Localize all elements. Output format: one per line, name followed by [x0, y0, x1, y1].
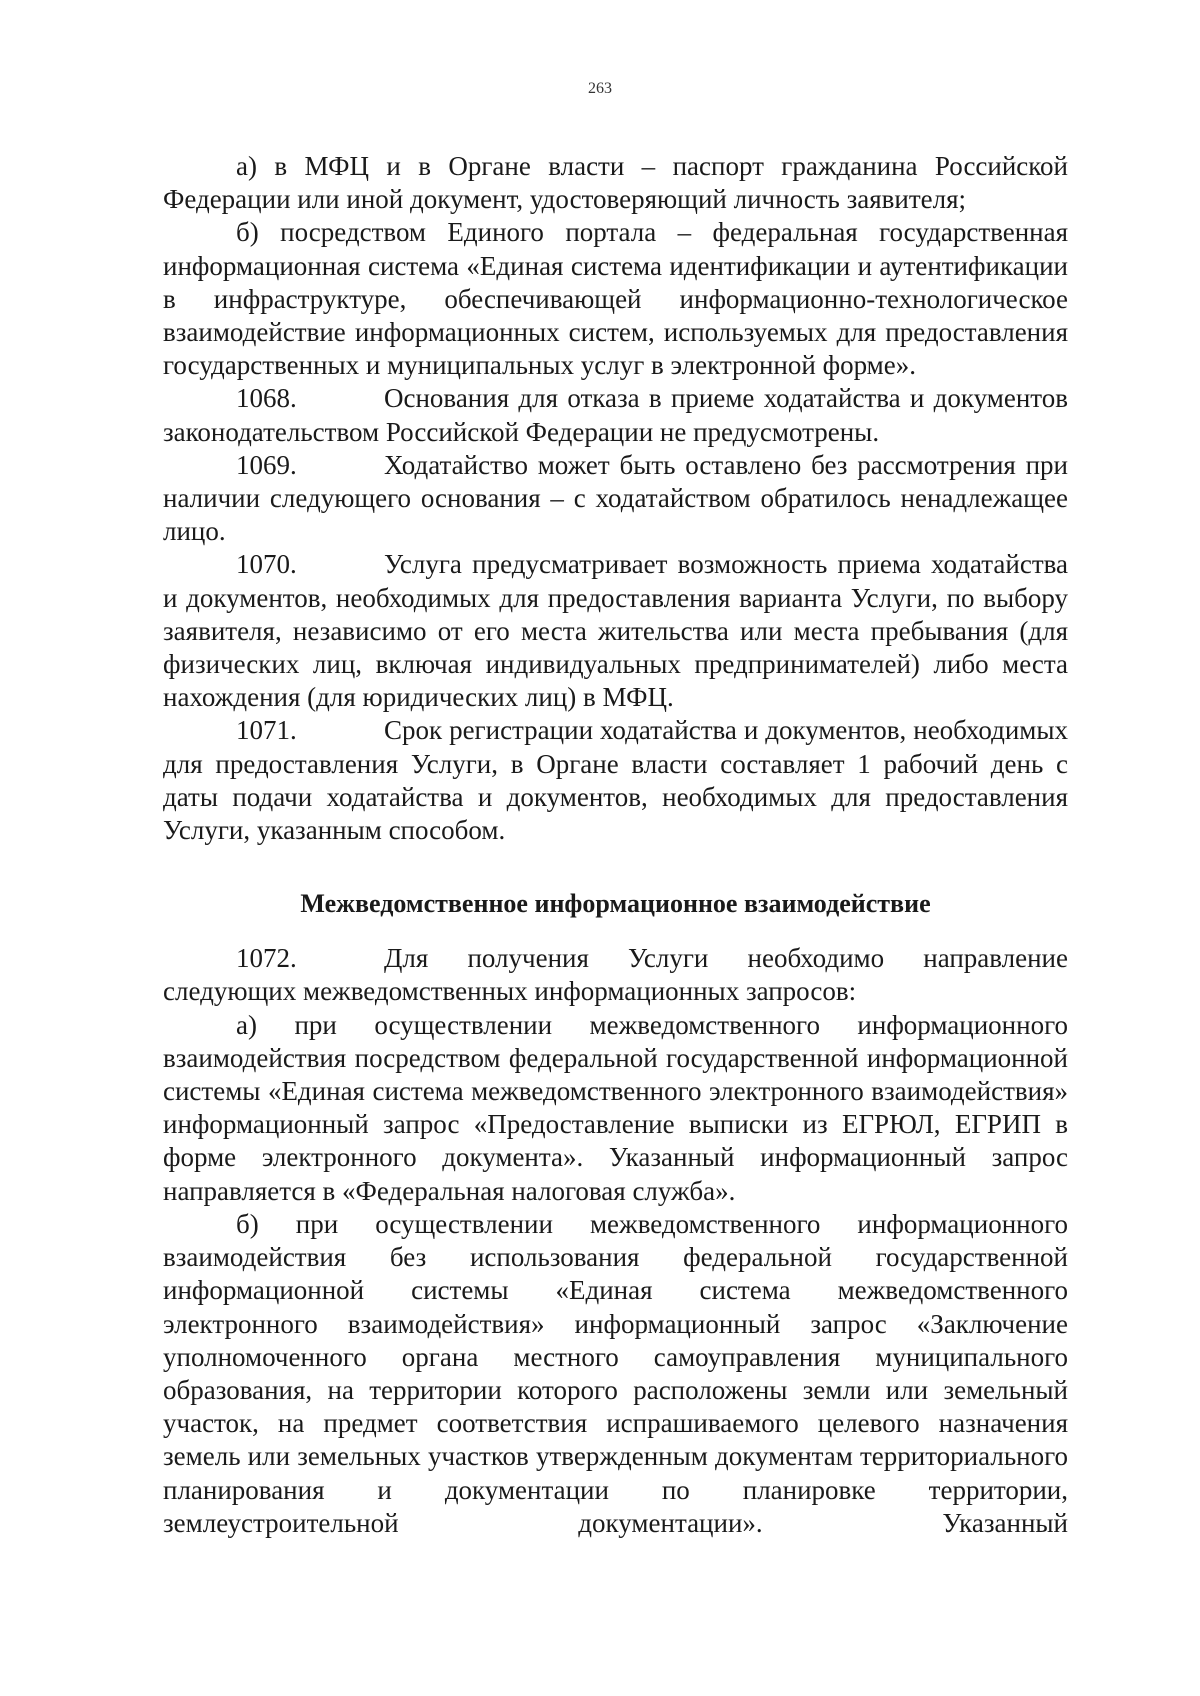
paragraph-a-passport: а) в МФЦ и в Органе власти – паспорт гражданина Российской Федерации или иной документ, удостоверяющий личность заявителя; — [163, 151, 1068, 215]
paragraph-text: Основания для отказа в приеме ходатайства и документов законодательством Российской Федерации не предусмотрены. — [163, 383, 1068, 447]
paragraph-number: 1068. — [236, 383, 297, 414]
paragraph-text: Услуга предусматривает возможность приема ходатайства и документов, необходимых для предоставления варианта Услуги, по выбору заявителя, независимо от его места жительства или места пребывания (для физических лиц, включая индивидуальных предпринимателей) либо места нахождения (для юридических лиц) в МФЦ. — [163, 549, 1068, 713]
paragraph-1071 — [163, 714, 1068, 847]
paragraph-1072 — [163, 942, 1068, 1008]
page-number: 263 — [588, 80, 612, 97]
paragraph-1072-b: б) при осуществлении межведомственного информационного взаимодействия без использования федеральной государственной информационной системы «Единая система межведомственного электронного взаимодействия» информационный запрос «Заключение уполномоченного органа местного самоуправления муниципального образования, на территории которого расположены земли или земельный участок, на предмет соответствия испрашиваемого целевого назначения земель или земельных участков утвержденным документам территориального планирования и документации по планировке территории, землеустроительной документации». Указанный — [163, 1208, 1068, 1538]
paragraph-text: Ходатайство может быть оставлено без рассмотрения при наличии следующего основания – с ходатайством обратилось ненадлежащее лицо. — [163, 449, 1068, 547]
paragraph-number: 1071. — [236, 715, 297, 746]
paragraph-text: Для получения Услуги необходимо направление следующих межведомственных информационных запросов: — [163, 943, 1068, 1007]
paragraph-number: 1072. — [236, 943, 297, 974]
paragraph-1068 — [163, 382, 1068, 448]
paragraph-b-portal: б) посредством Единого портала – федеральная государственная информационная система «Единая система идентификации и аутентификации в инфраструктуре, обеспечивающей информационно-технологическое взаимодействие информационных систем, используемых для предоставления государственных и муниципальных услуг в электронной форме». — [163, 217, 1068, 381]
paragraph-1072-a: а) при осуществлении межведомственного информационного взаимодействия посредством федеральной государственной информационной системы «Единая система межведомственного электронного взаимодействия» информационный запрос «Предоставление выписки из ЕГРЮЛ, ЕГРИП в форме электронного документа». Указанный информационный запрос направляется в «Федеральная налоговая служба». — [163, 1009, 1068, 1206]
paragraph-text: Срок регистрации ходатайства и документов, необходимых для предоставления Услуги, в Органе власти составляет 1 рабочий день с даты подачи ходатайства и документов, необходимых для предоставления Услуги, указанным способом. — [163, 715, 1068, 846]
section-heading: Межведомственное информационное взаимодействие — [300, 889, 931, 919]
paragraph-number: 1069. — [236, 449, 297, 480]
document-body — [163, 150, 1068, 1540]
paragraph-1070 — [163, 548, 1068, 714]
paragraph-1069 — [163, 449, 1068, 549]
paragraph-number: 1070. — [236, 549, 297, 580]
